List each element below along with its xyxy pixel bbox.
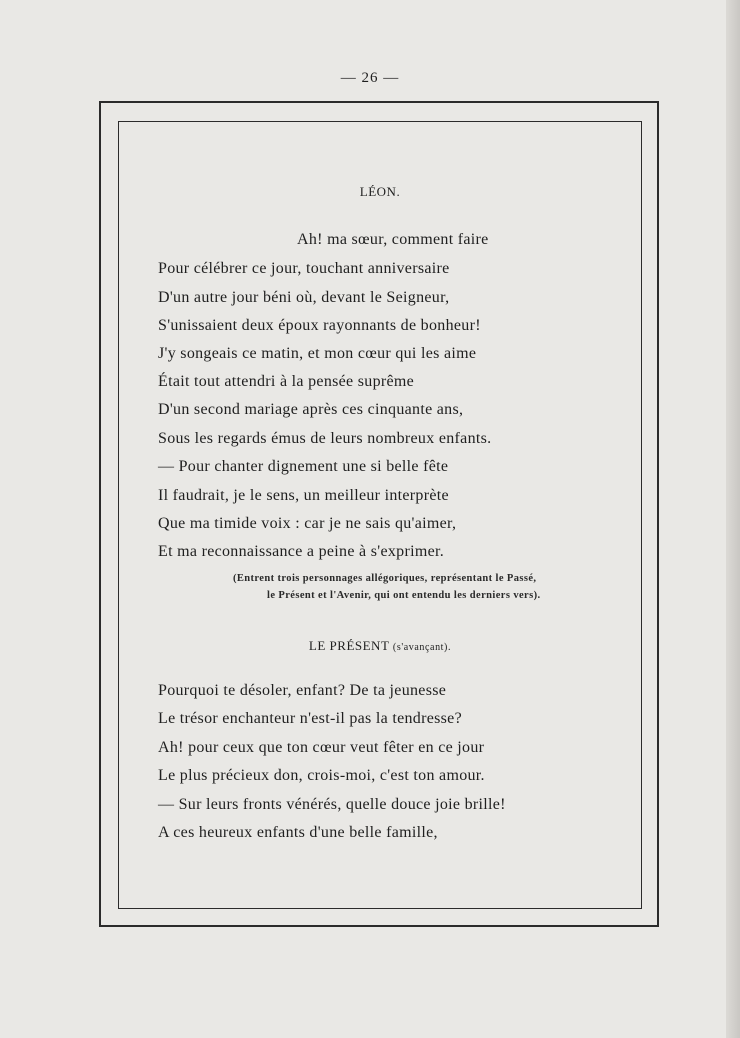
verse-line: Et ma reconnaissance a peine à s'exprimer. [158,543,445,560]
verse-line: Que ma timide voix : car je ne sais qu'aimer, [158,515,457,532]
verse-line: Il faudrait, je le sens, un meilleur interprète [158,487,449,504]
verse-line: S'unissaient deux époux rayonnants de bonheur! [158,317,481,334]
speaker-name: LÉON. [359,184,401,199]
verse-line: A ces heureux enfants d'une belle famille, [158,824,438,841]
verse-line: D'un second mariage après ces cinquante ans, [158,401,464,418]
page-edge [726,0,740,1038]
stage-direction: le Présent et l'Avenir, qui ont entendu les derniers vers). [267,590,541,601]
verse-line: J'y songeais ce matin, et mon cœur qui les aime [158,345,477,362]
verse-line: — Pour chanter dignement une si belle fête [158,458,449,475]
verse-line: Ah! pour ceux que ton cœur veut fêter en ce jour [158,739,485,756]
stage-direction: (Entrent trois personnages allégoriques, représentant le Passé, [233,573,537,584]
verse-line: Le trésor enchanteur n'est-il pas la tendresse? [158,710,462,727]
speaker-name: LE PRÉSENT [308,638,390,653]
verse-line: Pour célébrer ce jour, touchant anniversaire [158,260,450,277]
verse-line: Pourquoi te désoler, enfant? De ta jeunesse [158,682,447,699]
speaker-stage-note: (s'avançant). [392,642,452,653]
verse-line: Le plus précieux don, crois-moi, c'est ton amour. [158,767,485,784]
verse-line: Sous les regards émus de leurs nombreux enfants. [158,430,492,447]
speaker-heading [118,638,642,654]
page-number: — 26 — [340,70,400,86]
verse-line: Était tout attendri à la pensée suprême [158,373,415,390]
verse-line: D'un autre jour béni où, devant le Seigneur, [158,289,450,306]
verse-line: Ah! ma sœur, comment faire [297,231,489,248]
verse-line: — Sur leurs fronts vénérés, quelle douce joie brille! [158,796,506,813]
